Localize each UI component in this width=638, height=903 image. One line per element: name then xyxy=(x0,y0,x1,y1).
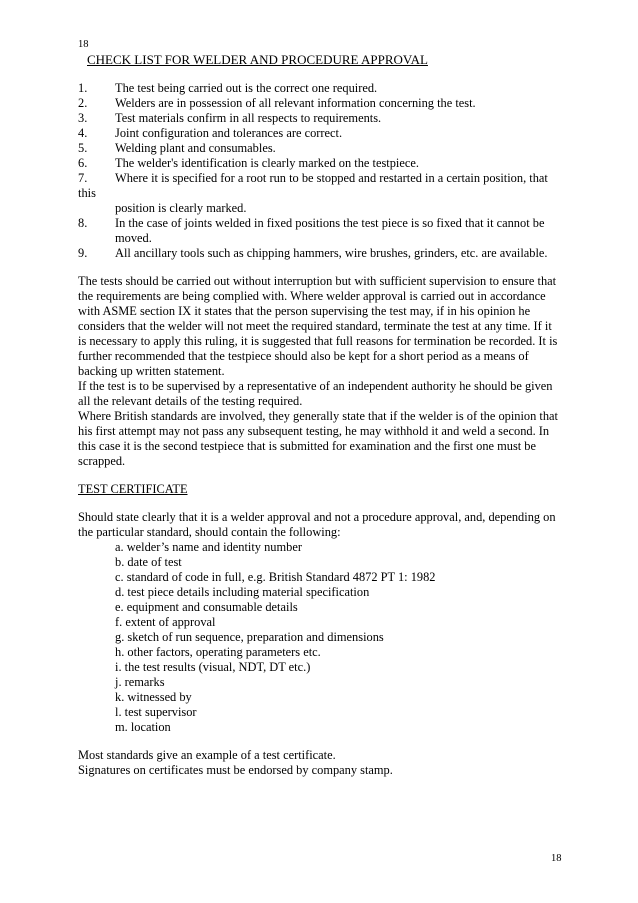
certificate-contents-list xyxy=(78,540,578,735)
text-line: considers that the welder will not meet the required standard, terminate the test at any time. If it xyxy=(78,319,552,333)
item-number: 8. xyxy=(78,216,88,230)
list-item: j. remarks xyxy=(115,675,165,689)
item-number: 7. xyxy=(78,171,88,185)
document-body xyxy=(78,81,578,778)
testing-paragraph xyxy=(78,274,578,469)
item-text: The welder's identification is clearly marked on the testpiece. xyxy=(115,156,419,170)
spacer xyxy=(78,497,578,510)
list-item: h. other factors, operating parameters etc. xyxy=(115,645,321,659)
item-continuation: position is clearly marked. xyxy=(115,201,247,215)
list-item: m. location xyxy=(115,720,171,734)
checklist-item xyxy=(78,246,578,261)
checklist-item xyxy=(78,126,578,141)
list-item: a. welder’s name and identity number xyxy=(115,540,302,554)
list-item: l. test supervisor xyxy=(115,705,197,719)
text-line: scrapped. xyxy=(78,454,126,468)
text-line: is necessary to apply this ruling, it is suggested that full reasons for termination be recorded. It is xyxy=(78,334,558,348)
text-line: The tests should be carried out without interruption but with sufficient supervision to ensure that xyxy=(78,274,557,288)
list-item: b. date of test xyxy=(115,555,182,569)
page-number-bottom: 18 xyxy=(551,853,562,864)
list-item: d. test piece details including material specification xyxy=(115,585,370,599)
item-number: 9. xyxy=(78,246,88,260)
checklist-item xyxy=(78,141,578,156)
text-line: with ASME section IX it states that the person supervising the test may, if in his opinion he xyxy=(78,304,531,318)
text-line: the particular standard, should contain the following: xyxy=(78,525,341,539)
spacer xyxy=(78,469,578,482)
text-line: Signatures on certificates must be endorsed by company stamp. xyxy=(78,763,393,777)
item-number: 5. xyxy=(78,141,88,155)
text-line: the requirements are being complied with. Where welder approval is carried out in accordance xyxy=(78,289,546,303)
text-line: Where British standards are involved, they generally state that if the welder is of the opinion that xyxy=(78,409,558,423)
checklist-item xyxy=(78,156,578,171)
item-orphan-word: this xyxy=(78,186,96,200)
checklist-item xyxy=(78,216,578,231)
item-text: In the case of joints welded in fixed positions the test piece is so fixed that it cannot be xyxy=(115,216,545,230)
text-line: If the test is to be supervised by a representative of an independent authority he should be given xyxy=(78,379,553,393)
item-text: Where it is specified for a root run to be stopped and restarted in a certain position, that xyxy=(115,171,548,185)
checklist-item xyxy=(78,96,578,111)
checklist-item xyxy=(78,111,578,126)
checklist-item xyxy=(78,81,578,96)
text-line: backing up written statement. xyxy=(78,364,225,378)
closing-notes xyxy=(78,748,578,778)
item-continuation: moved. xyxy=(115,231,152,245)
checklist xyxy=(78,81,578,261)
text-line: further recommended that the testpiece should also be kept for a short period as a means of xyxy=(78,349,529,363)
item-number: 1. xyxy=(78,81,88,95)
spacer xyxy=(78,261,578,274)
section-heading: TEST CERTIFICATE xyxy=(78,482,188,496)
text-line: his first attempt may not pass any subsequent testing, he may withhold it and weld a second. In xyxy=(78,424,550,438)
text-line: Should state clearly that it is a welder approval and not a procedure approval, and, depending on xyxy=(78,510,556,524)
list-item: f. extent of approval xyxy=(115,615,216,629)
list-item: g. sketch of run sequence, preparation and dimensions xyxy=(115,630,384,644)
item-text: Test materials confirm in all respects to requirements. xyxy=(115,111,382,125)
page-number-top: 18 xyxy=(78,39,89,50)
list-item: k. witnessed by xyxy=(115,690,192,704)
spacer xyxy=(78,735,578,748)
list-item: i. the test results (visual, NDT, DT etc.) xyxy=(115,660,311,674)
text-line: all the relevant details of the testing required. xyxy=(78,394,303,408)
text-line: this case it is the second testpiece that is submitted for examination and the first one must be xyxy=(78,439,536,453)
page-title: CHECK LIST FOR WELDER AND PROCEDURE APPROVAL xyxy=(87,52,428,67)
cert-intro xyxy=(78,510,578,540)
list-item: c. standard of code in full, e.g. British Standard 4872 PT 1: 1982 xyxy=(115,570,436,584)
checklist-item xyxy=(78,171,578,186)
item-text: Joint configuration and tolerances are correct. xyxy=(115,126,343,140)
text-line: Most standards give an example of a test certificate. xyxy=(78,748,336,762)
item-text: The test being carried out is the correct one required. xyxy=(115,81,378,95)
item-text: Welders are in possession of all relevant information concerning the test. xyxy=(115,96,476,110)
item-number: 3. xyxy=(78,111,88,125)
item-number: 6. xyxy=(78,156,88,170)
item-text: Welding plant and consumables. xyxy=(115,141,276,155)
item-text: All ancillary tools such as chipping hammers, wire brushes, grinders, etc. are available. xyxy=(115,246,548,260)
item-number: 2. xyxy=(78,96,88,110)
item-number: 4. xyxy=(78,126,88,140)
list-item: e. equipment and consumable details xyxy=(115,600,298,614)
